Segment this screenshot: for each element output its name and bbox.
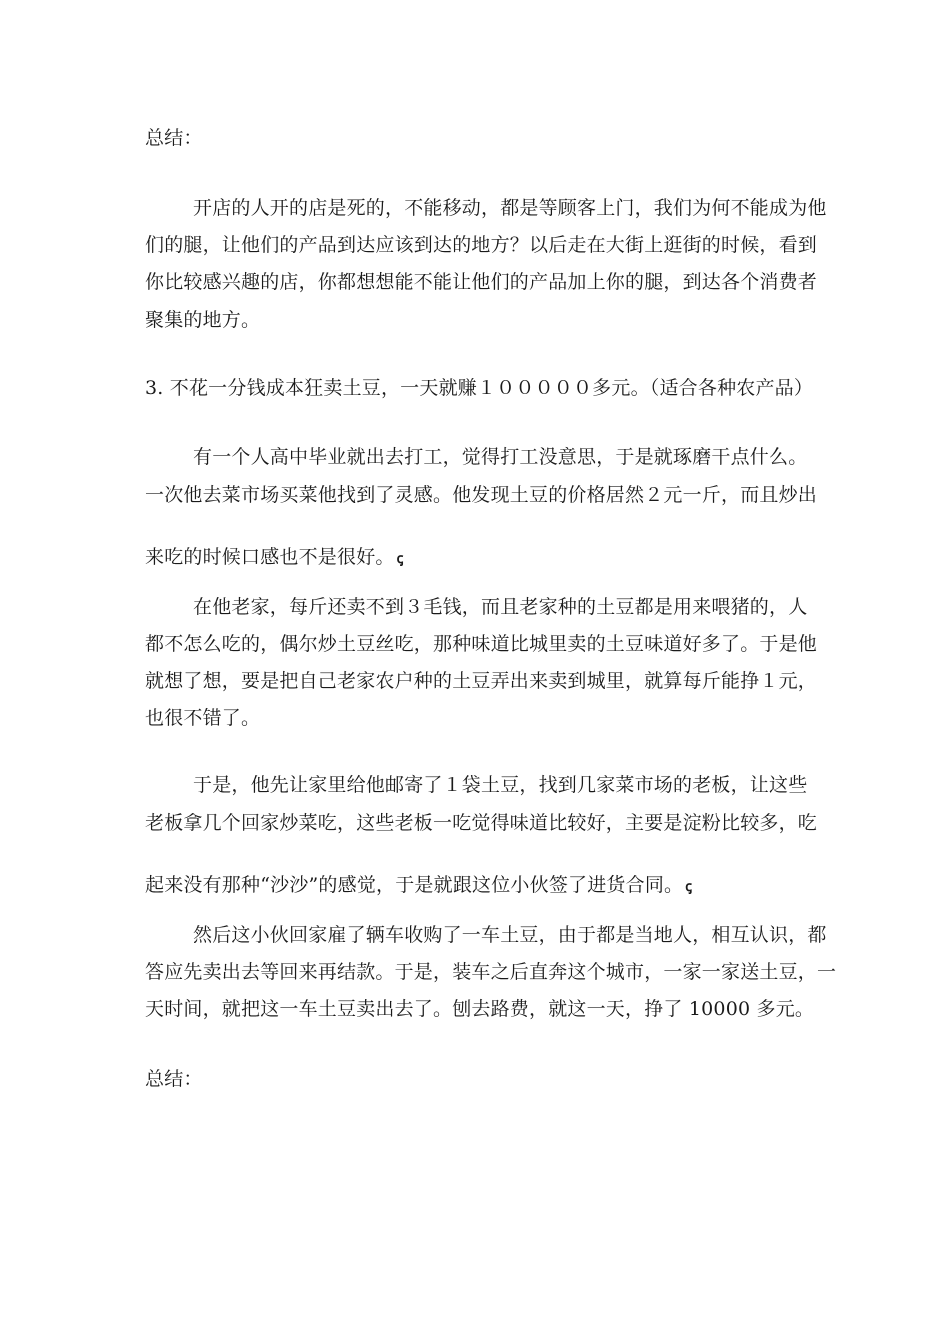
summary-heading: 总结： — [145, 1068, 203, 1090]
paragraph-line: 一次他去菜市场买菜他找到了灵感。他发现土豆的价格居然２元一斤，而且炒出 — [145, 484, 818, 506]
section-title: 3. 不花一分钱成本狂卖土豆，一天就赚１０００００多元。（适合各种农产品） — [145, 377, 814, 399]
paragraph-line: 老板拿几个回家炒菜吃，这些老板一吃觉得味道比较好，主要是淀粉比较多，吃 — [145, 812, 818, 834]
paragraph-line: 于是，他先让家里给他邮寄了１袋土豆，找到几家菜市场的老板，让这些 — [193, 774, 808, 796]
paragraph-line: 在他老家，每斤还卖不到３毛钱，而且老家种的土豆都是用来喂猪的，人 — [193, 596, 808, 618]
paragraph-line: 答应先卖出去等回来再结款。于是，装车之后直奔这个城市，一家一家送土豆，一 — [145, 961, 837, 983]
paragraph-line: 天时间，就把这一车土豆卖出去了。刨去路费，就这一天，挣了 10000 多元。 — [145, 998, 815, 1020]
paragraph-line: 也很不错了。 — [145, 707, 261, 729]
paragraph-line-text: 起来没有那种“沙沙”的感觉，于是就跟这位小伙签了进货合同。 — [145, 874, 684, 896]
paragraph-line: 们的腿，让他们的产品到达应该到达的地方？以后走在大街上逛街的时候，看到 — [145, 234, 818, 256]
summary-heading: 总结： — [145, 127, 203, 149]
paragraph-line: 都不怎么吃的，偶尔炒土豆丝吃，那种味道比城里卖的土豆味道好多了。于是他 — [145, 633, 818, 655]
paragraph-mark-icon: ꞔ — [685, 879, 693, 895]
paragraph-line: 开店的人开的店是死的，不能移动，都是等顾客上门，我们为何不能成为他 — [193, 197, 827, 219]
paragraph-line: 就想了想，要是把自己老家农户种的土豆弄出来卖到城里，就算每斤能挣１元， — [145, 670, 818, 692]
paragraph-mark-icon: ꞔ — [396, 551, 404, 567]
paragraph-line: 然后这小伙回家雇了辆车收购了一车土豆，由于都是当地人，相互认识，都 — [193, 924, 827, 946]
paragraph-line: 有一个人高中毕业就出去打工，觉得打工没意思，于是就琢磨干点什么。 — [193, 446, 808, 468]
paragraph-line: 你比较感兴趣的店，你都想想能不能让他们的产品加上你的腿，到达各个消费者 — [145, 271, 818, 293]
paragraph-line: 聚集的地方。 — [145, 309, 261, 331]
paragraph-line — [145, 545, 815, 571]
paragraph-line-text: 来吃的时候口感也不是很好。 — [145, 546, 395, 568]
paragraph-line — [145, 873, 815, 899]
